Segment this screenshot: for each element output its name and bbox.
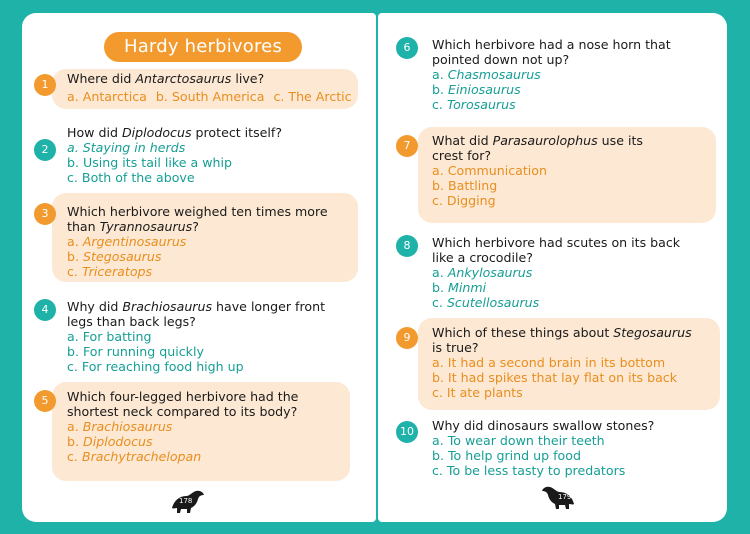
question-text-line-2: legs than back legs? [67, 314, 196, 329]
question-text: Why did Brachiosaurus have longer front [67, 299, 326, 314]
answer-option[interactable]: a. Communication [432, 163, 547, 178]
answer-options [432, 67, 722, 112]
question-number: 9 [396, 327, 418, 349]
question-text: Which herbivore had a nose horn that [432, 37, 671, 52]
question-number: 4 [34, 299, 56, 321]
left-page [22, 13, 376, 522]
question-text-line-2: shortest neck compared to its body? [67, 404, 298, 419]
question-text-line-2: pointed down not up? [432, 52, 570, 67]
answer-option[interactable]: b. South America [155, 89, 265, 104]
question-text: How did Diplodocus protect itself? [67, 125, 283, 140]
answer-option[interactable]: b. Einiosaurus [432, 82, 521, 97]
page-number-right-badge [538, 482, 578, 510]
answer-option[interactable]: c. Triceratops [67, 264, 153, 279]
answer-option[interactable]: a. Staying in herds [67, 140, 186, 155]
answer-option[interactable]: b. Minmi [432, 280, 487, 295]
answer-option[interactable]: c. For reaching food high up [67, 359, 244, 374]
question-number: 5 [34, 390, 56, 412]
question-number: 10 [396, 421, 418, 443]
answer-option[interactable]: c. Torosaurus [432, 97, 516, 112]
page-number: 179 [558, 493, 572, 501]
question-text-line-2: crest for? [432, 148, 492, 163]
answer-options [67, 329, 367, 374]
answer-option[interactable]: a. To wear down their teeth [432, 433, 605, 448]
page-number-left-badge [168, 486, 208, 514]
question-number: 2 [34, 139, 56, 161]
answer-option[interactable]: a. It had a second brain in its bottom [432, 355, 666, 370]
answer-option[interactable]: a. Brachiosaurus [67, 419, 173, 434]
answer-options [432, 265, 722, 310]
question-text: What did Parasaurolophus use its [432, 133, 643, 148]
page-number: 178 [179, 497, 193, 505]
question-number: 6 [396, 37, 418, 59]
answer-option[interactable]: b. For running quickly [67, 344, 204, 359]
answer-option[interactable]: c. Both of the above [67, 170, 195, 185]
answer-option[interactable]: c. To be less tasty to predators [432, 463, 626, 478]
answer-option[interactable]: b. It had spikes that lay flat on its back [432, 370, 678, 385]
answer-option[interactable]: b. To help grind up food [432, 448, 581, 463]
question-text: Which herbivore had scutes on its back [432, 235, 681, 250]
question-text-line-2: like a crocodile? [432, 250, 533, 265]
answer-option[interactable]: a. Argentinosaurus [67, 234, 187, 249]
question-text: Which four-legged herbivore had the [67, 389, 299, 404]
answer-options [67, 419, 367, 464]
question-text-line-2: is true? [432, 340, 479, 355]
answer-option[interactable]: a. For batting [67, 329, 152, 344]
answer-option[interactable]: c. It ate plants [432, 385, 523, 400]
answer-option[interactable]: b. Diplodocus [67, 434, 153, 449]
answer-option[interactable]: a. Antarctica [67, 89, 147, 104]
question-text-line-2: than Tyrannosaurus? [67, 219, 199, 234]
question-number: 1 [34, 74, 56, 96]
answer-option[interactable]: a. Chasmosaurus [432, 67, 541, 82]
answer-options [432, 433, 722, 478]
question-text: Why did dinosaurs swallow stones? [432, 418, 655, 433]
question-text: Which of these things about Stegosaurus [432, 325, 692, 340]
answer-options [432, 355, 724, 400]
question-text: Which herbivore weighed ten times more [67, 204, 328, 219]
answer-option[interactable]: b. Using its tail like a whip [67, 155, 233, 170]
answer-option[interactable]: a. Ankylosaurus [432, 265, 533, 280]
answer-option[interactable]: c. The Arctic [273, 89, 352, 104]
section-title: Hardy herbivores [104, 32, 302, 62]
answer-option[interactable]: c. Scutellosaurus [432, 295, 540, 310]
answer-option[interactable]: b. Stegosaurus [67, 249, 162, 264]
question-number: 8 [396, 235, 418, 257]
answer-option[interactable]: b. Battling [432, 178, 498, 193]
question-text: Where did Antarctosaurus live? [67, 71, 265, 86]
answer-options [432, 163, 722, 208]
answer-option[interactable]: c. Digging [432, 193, 496, 208]
question-number: 3 [34, 203, 56, 225]
question-number: 7 [396, 135, 418, 157]
answer-options [67, 234, 367, 279]
answer-option[interactable]: c. Brachytrachelopan [67, 449, 202, 464]
answer-options [67, 140, 367, 185]
answer-options [67, 86, 367, 105]
right-page [378, 13, 727, 522]
